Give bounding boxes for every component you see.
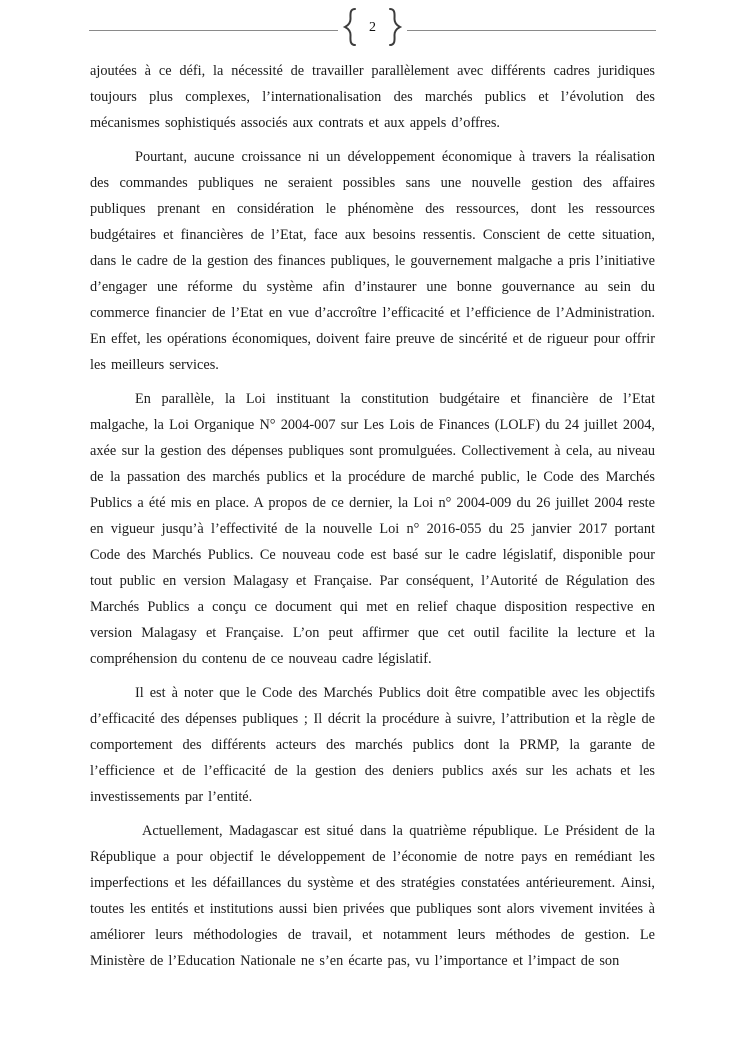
left-brace-icon bbox=[342, 7, 357, 47]
header-rule-left bbox=[89, 30, 338, 31]
paragraph-actuellement: Actuellement, Madagascar est situé dans la quatrième république. Le Président de la République a pour objectif le développement de l’économie de notre pays en remédiant les imperfections et les défaillances du système et des stratégies constatées antérieurement. Ainsi, toutes les entités et institutions aussi bien privées que publiques sont alors vivement invitées à améliorer leurs méthodologies de travail, et notamment leurs méthodes de gestion. Le Ministère de l’Education Nationale ne s’en écarte pas, vu l’importance et l’impact de son bbox=[90, 823, 655, 969]
right-brace-icon bbox=[388, 7, 403, 47]
page-header bbox=[0, 0, 745, 44]
document-body bbox=[0, 44, 745, 974]
page-number: 2 bbox=[369, 20, 376, 35]
page-number-ornament bbox=[342, 7, 403, 47]
paragraph-en-parallele: En parallèle, la Loi instituant la constitution budgétaire et financière de l’Etat malgache, la Loi Organique N° 2004-007 sur Les Lois de Finances (LOLF) du 24 juillet 2004, axée sur la gestion des dépenses publiques sont promulguées. Collectivement à cela, au niveau de la passation des marchés publics et la procédure de marché public, le Code des Marchés Publics a été mis en place. A propos de ce dernier, la Loi n° 2004-009 du 26 juillet 2004 reste en vigueur jusqu’à l’effectivité de la nouvelle Loi n° 2016-055 du 25 janvier 2017 portant Code des Marchés Publics. Ce nouveau code est basé sur le cadre législatif, disponible pour tout public en version Malagasy et Française. Par conséquent, l’Autorité de Régulation des Marchés Publics a conçu ce document qui met en relief chaque disposition respective en version Malagasy et Française. L’on peut affirmer que cet outil facilite la lecture et la compréhension du contenu de ce nouveau cadre législatif. bbox=[90, 391, 655, 667]
header-rule-right bbox=[407, 30, 656, 31]
paragraph-il-est-a-noter: Il est à noter que le Code des Marchés Publics doit être compatible avec les objectifs d’efficacité des dépenses publiques ; Il décrit la procédure à suivre, l’attribution et la règle de comportement des différents acteurs des marchés publics dont la PRMP, la garante de l’efficience et de l’efficacité de la gestion des deniers publics axés sur les achats et les investissements par l’entité. bbox=[90, 685, 655, 805]
paragraph-continuation: ajoutées à ce défi, la nécessité de travailler parallèlement avec différents cadres juridiques toujours plus complexes, l’internationalisation des marchés publics et l’évolution des mécanismes sophistiqués associés aux contrats et aux appels d’offres. bbox=[90, 63, 655, 131]
paragraph-pourtant: Pourtant, aucune croissance ni un développement économique à travers la réalisation des commandes publiques ne seraient possibles sans une nouvelle gestion des affaires publiques prenant en considération le phénomène des ressources, dont les ressources budgétaires et financières de l’Etat, face aux besoins ressentis. Conscient de cette situation, dans le cadre de la gestion des finances publiques, le gouvernement malgache a pris l’initiative d’engager une réforme du système afin d’instaurer une bonne gouvernance au sein du commerce financier de l’Etat en vue d’accroître l’efficacité et l’efficience de l’Administration. En effet, les opérations économiques, doivent faire preuve de sincérité et de rigueur pour offrir les meilleurs services. bbox=[90, 149, 655, 373]
